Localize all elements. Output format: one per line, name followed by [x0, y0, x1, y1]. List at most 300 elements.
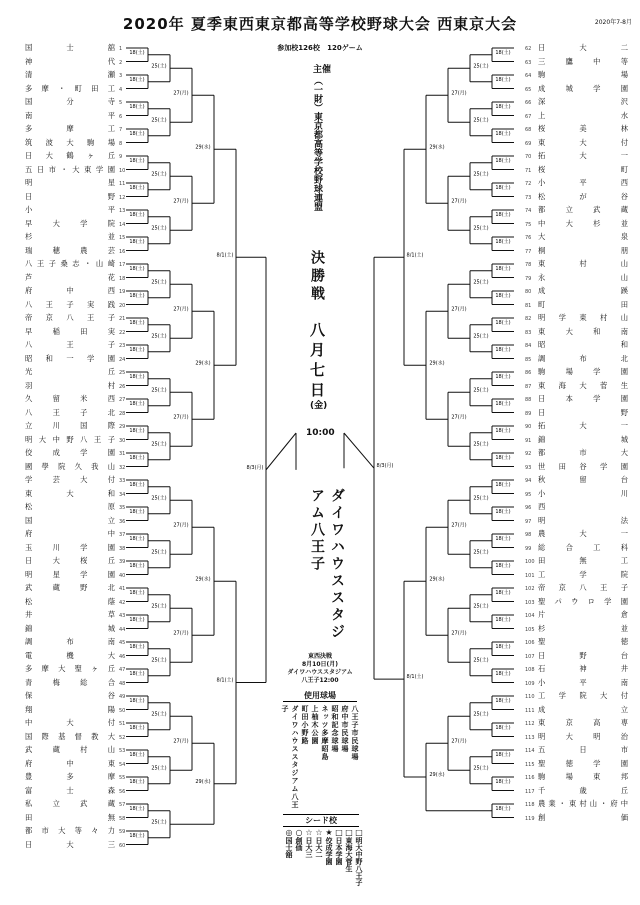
round-date: 18(土) — [129, 184, 145, 191]
round-date: 18(土) — [129, 508, 145, 515]
team-number: 59 — [119, 829, 126, 835]
round-date: 18(土) — [129, 643, 145, 650]
team-number: 57 — [119, 802, 126, 808]
team-name: 大泉 — [538, 232, 628, 241]
team-number: 41 — [119, 586, 126, 592]
team-name: 帝京八王子 — [25, 313, 115, 322]
seed-mark: ○ — [295, 828, 303, 837]
round-date: 18(土) — [495, 751, 511, 758]
team-entry — [525, 772, 630, 782]
bracket-line — [266, 433, 296, 470]
team-entry — [25, 327, 125, 337]
round-date: 18(土) — [129, 157, 145, 164]
team-number: 116 — [525, 775, 535, 781]
seed-item — [294, 828, 304, 890]
team-entry — [25, 597, 125, 607]
team-number: 76 — [525, 235, 532, 241]
team-number: 84 — [525, 343, 532, 349]
team-number: 112 — [525, 721, 535, 727]
team-number: 68 — [525, 127, 532, 133]
team-entry — [525, 691, 630, 701]
team-entry — [25, 610, 125, 620]
round-date: 25(土) — [473, 657, 489, 664]
team-name: 日大二 — [538, 43, 628, 52]
team-entry — [525, 542, 630, 553]
team-entry — [525, 650, 630, 661]
team-entry — [25, 529, 125, 539]
seed-mark: □ — [355, 828, 363, 837]
team-number: 46 — [119, 653, 126, 660]
team-entry — [525, 272, 630, 283]
team-entry — [525, 488, 630, 499]
organizer-name: （一財）東京都高等学校野球連盟 — [312, 76, 322, 211]
venue-item: 町田小野路 — [301, 705, 309, 745]
round-date: 25(土) — [151, 657, 167, 664]
round-date: 18(土) — [495, 346, 511, 353]
team-entry — [25, 286, 125, 296]
team-name: 東海大菅生 — [538, 380, 628, 390]
team-name: 明星学園 — [25, 569, 115, 579]
team-number: 8 — [119, 140, 123, 147]
team-entry — [525, 394, 630, 404]
team-name: 錦城 — [538, 434, 628, 444]
round-date: 18(土) — [495, 454, 511, 461]
round-date: 25(土) — [151, 765, 167, 772]
team-number: 17 — [119, 262, 126, 268]
team-name: 松が谷 — [538, 191, 628, 201]
team-entry — [525, 596, 630, 607]
team-name: 上水 — [538, 110, 628, 120]
team-name: 桜町 — [538, 164, 628, 174]
team-name: 日野 — [25, 191, 115, 201]
round-date: 18(土) — [495, 535, 511, 542]
team-entry — [525, 434, 630, 445]
round-date: 25(土) — [151, 117, 167, 124]
team-entry — [25, 205, 125, 215]
round-date: 18(土) — [495, 238, 511, 245]
round-date: 18(土) — [129, 400, 145, 407]
round-date: 18(土) — [495, 508, 511, 515]
team-entry — [525, 583, 630, 593]
team-name: 光丘 — [25, 367, 115, 376]
team-number: 42 — [119, 599, 126, 606]
team-entry — [525, 43, 630, 53]
seed-item — [334, 828, 344, 890]
round-date: 25(土) — [473, 603, 489, 610]
round-date: 18(土) — [495, 670, 511, 677]
team-entry — [25, 516, 125, 526]
team-entry — [525, 380, 630, 391]
team-entry — [525, 124, 630, 134]
team-number: 45 — [119, 640, 126, 646]
seed-name: 創価 — [295, 837, 303, 851]
team-name: 五日市・大東学園 — [25, 164, 115, 174]
bracket-line — [344, 433, 374, 468]
team-number: 6 — [119, 113, 123, 120]
seed-name: 東海大菅生 — [345, 837, 353, 872]
team-number: 111 — [525, 707, 535, 714]
team-entry — [25, 246, 125, 256]
seed-name: 日大二 — [315, 837, 323, 858]
team-number: 110 — [525, 694, 535, 700]
team-name: 明大明治 — [538, 731, 628, 741]
team-name: 錦城 — [25, 623, 115, 633]
team-number: 89 — [525, 410, 532, 417]
team-entry — [25, 624, 125, 634]
round-date: 18(土) — [495, 184, 511, 191]
team-entry — [25, 340, 125, 350]
team-number: 1 — [119, 46, 123, 52]
team-entry — [25, 678, 125, 688]
seed-name: 日本学園 — [335, 837, 343, 865]
team-entry — [525, 407, 630, 418]
team-name: 国際基督教大 — [25, 731, 115, 741]
team-name: 田無 — [25, 812, 115, 822]
team-number: 26 — [119, 383, 126, 390]
round-date: 18(土) — [129, 265, 145, 272]
team-number: 3 — [119, 73, 123, 79]
team-number: 9 — [119, 154, 123, 160]
seed-name: 明大中野八王子 — [355, 837, 363, 886]
seed-mark: □ — [345, 828, 353, 837]
team-entry — [25, 840, 125, 850]
round-date: 25(土) — [473, 279, 489, 286]
team-name: 小川 — [538, 488, 628, 498]
team-name: 芦花 — [25, 272, 115, 282]
team-entry — [25, 462, 125, 472]
team-name: 立川国際 — [25, 421, 115, 430]
round-date: 18(土) — [495, 481, 511, 488]
team-number: 104 — [525, 613, 535, 619]
team-number: 107 — [525, 653, 535, 660]
team-entry — [25, 543, 125, 553]
team-name: 世田谷学園 — [538, 461, 628, 471]
team-number: 86 — [525, 370, 532, 376]
round-date: 25(土) — [151, 603, 167, 610]
seed-mark: ◎ — [285, 828, 293, 837]
team-number: 64 — [525, 73, 532, 79]
round-date: 27(月) — [173, 90, 189, 97]
team-name: 羽村 — [25, 380, 115, 390]
venue-item: 昭和記念球場 — [331, 705, 339, 753]
team-name: 千歳丘 — [538, 785, 628, 795]
team-name: 五日市 — [538, 745, 628, 754]
team-entry — [25, 570, 125, 580]
team-entry — [525, 785, 630, 796]
team-number: 114 — [525, 748, 535, 754]
round-date: 27(月) — [451, 306, 467, 313]
team-number: 73 — [525, 194, 532, 201]
round-date: 27(月) — [451, 738, 467, 745]
team-number: 94 — [525, 478, 532, 484]
team-entry — [525, 610, 630, 620]
team-number: 10 — [119, 167, 126, 174]
team-name: 帝京八王子 — [538, 583, 628, 592]
team-entry — [25, 435, 125, 445]
team-number: 96 — [525, 505, 532, 511]
period-label: 2020年7-8月 — [594, 19, 632, 26]
team-entry — [25, 651, 125, 661]
team-number: 72 — [525, 181, 532, 187]
team-number: 103 — [525, 599, 535, 606]
team-number: 34 — [119, 491, 126, 498]
venues-title: 使用球場 — [283, 690, 357, 702]
team-entry — [25, 502, 125, 512]
team-name: 片倉 — [538, 610, 628, 619]
team-number: 36 — [119, 518, 126, 525]
team-name: 国分寺 — [25, 97, 115, 106]
team-entry — [525, 299, 630, 310]
round-date: 29(水) — [195, 144, 211, 151]
team-name: 國學院久我山 — [25, 461, 115, 471]
venue-item: ダイワハウススタジアム八王子 — [281, 705, 299, 809]
round-date: 18(土) — [495, 319, 511, 326]
round-date: 8/1(土) — [216, 252, 234, 259]
round-date: 18(土) — [129, 481, 145, 488]
team-name: 調布南 — [25, 637, 115, 646]
participants-count: 参加校126校 — [277, 44, 320, 52]
seed-mark: ☆ — [315, 828, 323, 837]
team-number: 52 — [119, 734, 126, 741]
team-number: 15 — [119, 235, 126, 241]
team-number: 7 — [119, 127, 123, 133]
round-date: 18(土) — [129, 373, 145, 380]
team-number: 119 — [525, 815, 535, 822]
team-name: 工学院 — [538, 569, 628, 579]
round-date: 25(土) — [151, 63, 167, 70]
team-entry — [525, 758, 630, 769]
round-date: 18(土) — [495, 589, 511, 596]
team-entry — [25, 394, 125, 404]
round-date: 18(土) — [495, 724, 511, 731]
team-name: 永山 — [538, 272, 628, 282]
team-name: 井草 — [25, 610, 115, 619]
team-entry — [25, 151, 125, 161]
team-name: 日大鶴ヶ丘 — [25, 151, 115, 160]
team-number: 5 — [119, 100, 123, 106]
team-number: 12 — [119, 194, 126, 201]
games-count: 120ゲーム — [327, 44, 363, 52]
round-date: 18(土) — [129, 832, 145, 839]
team-name: 昭和 — [538, 340, 628, 349]
team-name: 玉川学園 — [25, 542, 115, 552]
team-number: 90 — [525, 424, 532, 430]
team-number: 71 — [525, 167, 532, 174]
team-number: 18 — [119, 275, 126, 282]
team-name: 桜美林 — [538, 124, 628, 133]
team-name: 久留米西 — [25, 394, 115, 403]
team-entry — [525, 718, 630, 728]
team-entry — [25, 786, 125, 796]
team-number: 92 — [525, 451, 532, 457]
round-date: 18(土) — [495, 49, 511, 56]
venue-item: 上柚木公園 — [311, 705, 319, 745]
team-name: 翔陽 — [25, 704, 115, 714]
team-entry — [525, 70, 630, 80]
team-entry — [25, 772, 125, 782]
team-number: 2 — [119, 59, 123, 66]
round-date: 27(月) — [173, 522, 189, 529]
round-date: 29(水) — [429, 772, 445, 778]
team-number: 48 — [119, 680, 126, 687]
team-entry — [25, 84, 125, 94]
round-date: 25(土) — [473, 225, 489, 232]
team-entry — [525, 286, 630, 296]
team-entry — [525, 313, 630, 323]
team-entry — [525, 353, 630, 364]
round-date: 29(水) — [195, 360, 211, 367]
team-number: 105 — [525, 626, 535, 633]
round-date: 25(土) — [473, 765, 489, 772]
seed-item — [314, 828, 324, 890]
team-name: 西 — [538, 502, 546, 511]
round-date: 27(月) — [451, 90, 467, 97]
team-name: 府中西 — [25, 286, 115, 295]
seed-item — [324, 828, 334, 890]
round-date: 18(土) — [129, 238, 145, 245]
team-entry — [25, 57, 125, 67]
round-date: 18(土) — [129, 697, 145, 704]
seed-name: 国士舘 — [285, 837, 293, 858]
round-date: 25(土) — [473, 171, 489, 178]
team-number: 16 — [119, 248, 126, 255]
team-entry — [525, 367, 630, 377]
team-number: 113 — [525, 734, 535, 741]
seed-list — [284, 828, 363, 890]
seed-name: 佼成学園 — [325, 837, 333, 865]
team-number: 65 — [525, 86, 532, 93]
team-entry — [25, 718, 125, 728]
team-name: 都立武蔵 — [538, 205, 628, 214]
team-number: 70 — [525, 154, 532, 160]
round-date: 18(土) — [129, 589, 145, 596]
team-number: 19 — [119, 289, 126, 295]
team-name: 青梅総合 — [25, 677, 115, 687]
team-number: 101 — [525, 572, 535, 579]
team-entry — [25, 192, 125, 202]
team-entry — [25, 232, 125, 242]
team-entry — [25, 367, 125, 377]
team-number: 29 — [119, 424, 126, 430]
round-date: 18(土) — [129, 427, 145, 434]
round-date: 25(土) — [151, 333, 167, 340]
team-name: 秋留台 — [538, 475, 628, 484]
seed-mark: □ — [335, 828, 343, 837]
team-number: 81 — [525, 302, 532, 309]
team-entry — [525, 259, 630, 269]
team-name: 日本学園 — [538, 394, 628, 403]
seed-name: 日大三 — [305, 837, 313, 858]
team-number: 88 — [525, 397, 532, 403]
team-entry — [25, 475, 125, 485]
round-date: 18(土) — [129, 130, 145, 137]
team-entry — [25, 165, 125, 175]
team-number: 20 — [119, 302, 126, 309]
round-date: 18(土) — [495, 130, 511, 137]
round-date: 18(土) — [495, 292, 511, 299]
round-date: 18(土) — [495, 562, 511, 569]
team-number: 51 — [119, 721, 126, 727]
team-number: 93 — [525, 464, 532, 471]
team-entry — [25, 273, 125, 283]
team-entry — [25, 664, 125, 674]
team-name: 明学東村山 — [538, 313, 628, 322]
round-date: 25(土) — [473, 117, 489, 124]
seed-item — [304, 828, 314, 890]
round-date: 18(土) — [129, 103, 145, 110]
team-name: 清瀬 — [25, 70, 115, 79]
team-entry — [525, 556, 630, 566]
team-number: 102 — [525, 586, 535, 592]
round-date: 18(土) — [129, 616, 145, 623]
team-name: 成城学園 — [538, 83, 628, 93]
round-date: 25(土) — [473, 441, 489, 448]
round-date: 18(土) — [129, 778, 145, 785]
team-name: 杉並 — [25, 232, 115, 241]
team-number: 47 — [119, 667, 126, 673]
round-date: 18(土) — [129, 805, 145, 812]
round-date: 25(土) — [151, 387, 167, 394]
round-date: 25(土) — [151, 441, 167, 448]
team-name: 東大付 — [538, 137, 628, 147]
team-name: 明法 — [538, 515, 628, 525]
venue-item: ネッツ多摩昭島 — [321, 705, 329, 761]
team-name: 学芸大付 — [25, 475, 115, 484]
team-name: 東村山 — [538, 259, 628, 268]
east-west-place-time: 八王子12:00 — [301, 677, 339, 684]
team-name: 早稲田実 — [25, 326, 115, 336]
round-date: 25(土) — [473, 387, 489, 394]
team-name: 東京高専 — [538, 718, 628, 727]
round-date: 18(土) — [495, 427, 511, 434]
team-number: 118 — [525, 802, 535, 808]
team-number: 44 — [119, 626, 126, 633]
team-entry — [525, 151, 630, 161]
round-date: 18(土) — [495, 373, 511, 380]
team-name: 農業・東村山・府中 — [538, 799, 628, 808]
team-number: 28 — [119, 410, 126, 417]
final-weekday: (金) — [310, 401, 328, 411]
team-name: 明大中野八王子 — [25, 434, 115, 444]
team-number: 108 — [525, 667, 535, 673]
team-entry — [525, 515, 630, 526]
team-entry — [25, 408, 125, 418]
round-date: 18(土) — [495, 157, 511, 164]
team-entry — [25, 354, 125, 364]
east-west-title: 東西決戦 — [307, 653, 332, 660]
team-number: 77 — [525, 248, 532, 255]
team-entry — [25, 43, 125, 53]
team-number: 40 — [119, 572, 126, 579]
team-name: 創価 — [538, 812, 628, 822]
team-entry — [25, 178, 125, 188]
round-date: 18(土) — [129, 319, 145, 326]
round-date: 18(土) — [129, 76, 145, 83]
team-name: 早大学院 — [25, 218, 115, 228]
team-name: 駒場学園 — [538, 367, 628, 376]
team-entry — [525, 502, 630, 512]
round-date: 25(土) — [151, 279, 167, 286]
round-date: 27(月) — [173, 414, 189, 421]
team-entry — [25, 421, 125, 431]
team-entry — [525, 97, 630, 107]
team-entry — [525, 637, 630, 647]
team-name: 町田 — [538, 299, 628, 309]
round-date: 25(土) — [473, 63, 489, 70]
team-number: 85 — [525, 356, 532, 363]
team-entry — [525, 475, 630, 485]
team-number: 55 — [119, 775, 126, 781]
